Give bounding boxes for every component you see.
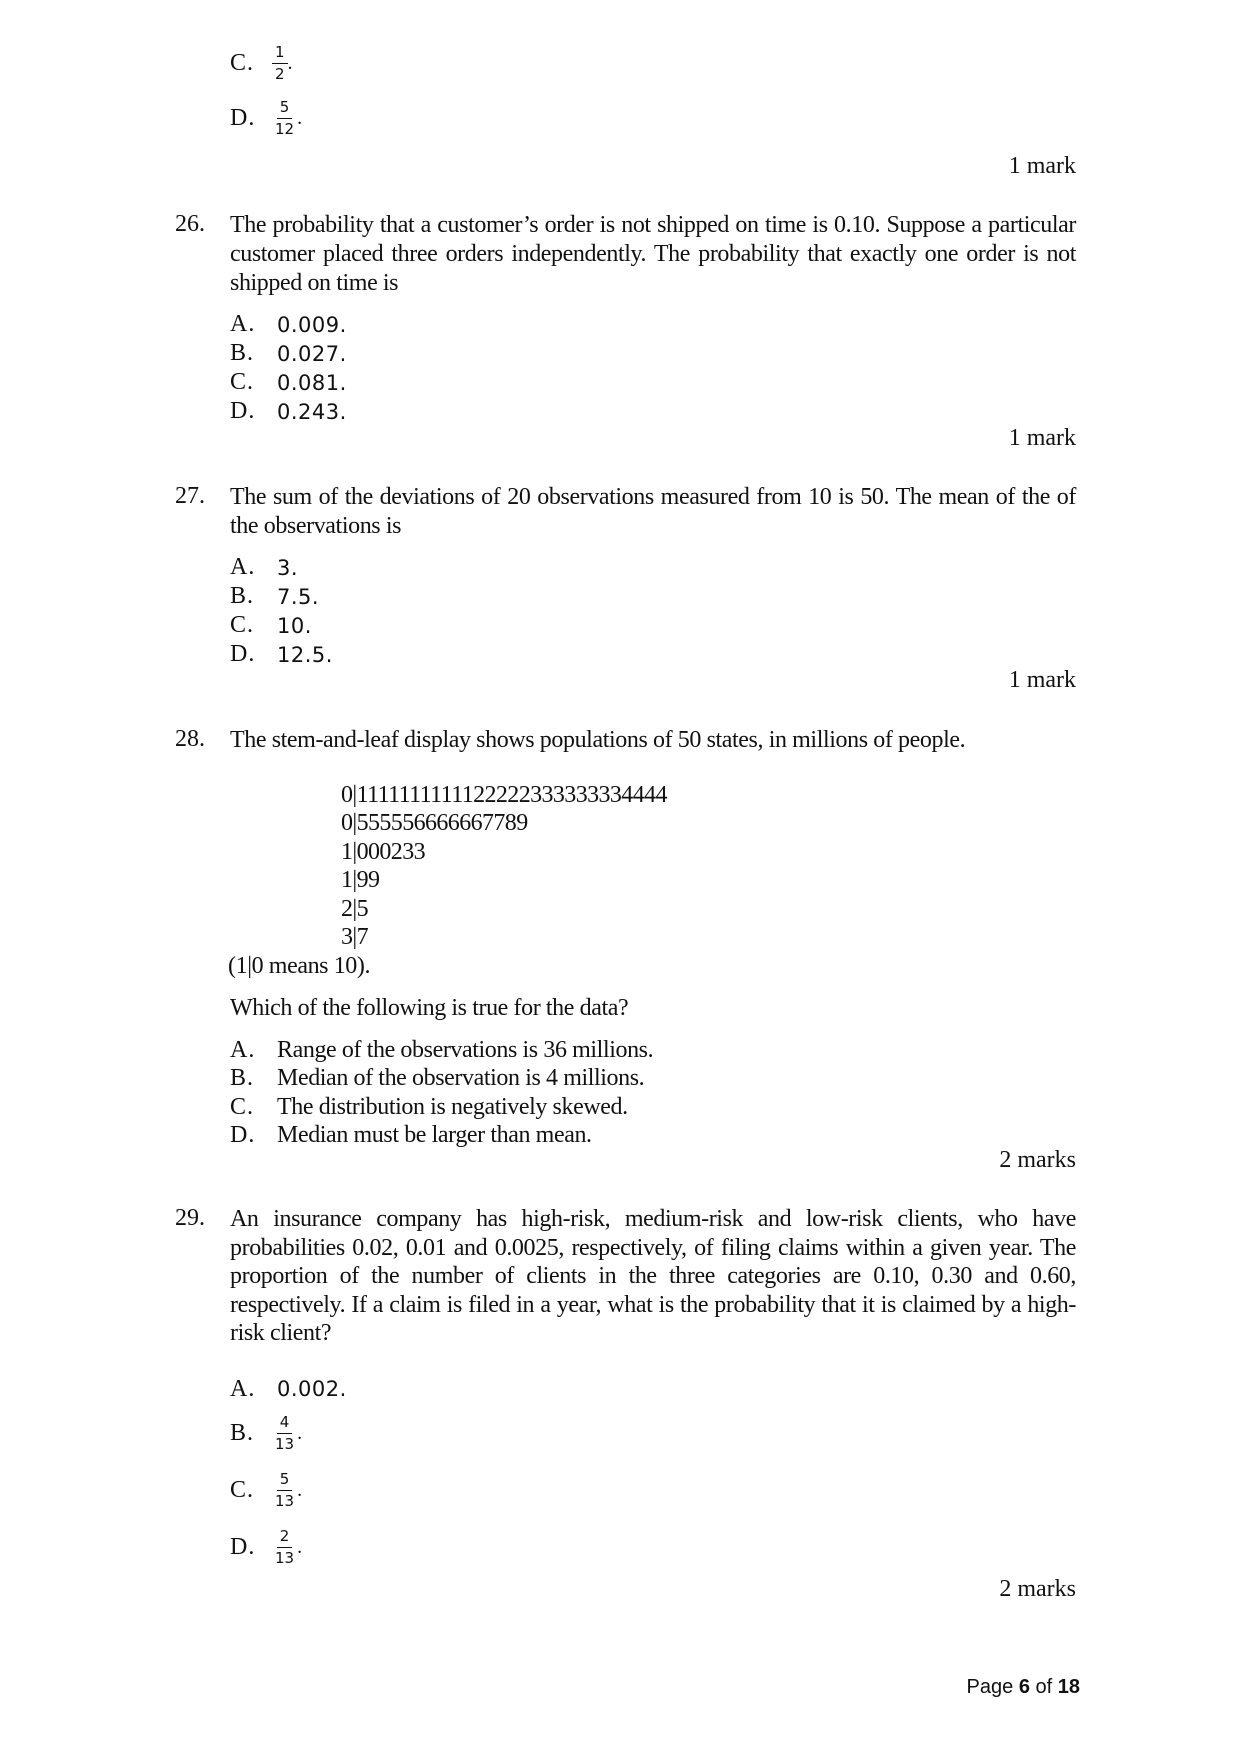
stem-leaf-row: 0|555556666667789 — [341, 810, 528, 837]
stem-leaf-row: 0|1111111111122222333333334444 — [341, 782, 667, 808]
question-text: The probability that a customer’s order is not shipped on time is 0.10. Suppose a particular customer placed three orders independently. The probability that exactly one order is not shipped on time is — [230, 212, 1076, 296]
page-label: Page — [966, 1676, 1014, 1698]
option-b: B. 0.027. — [230, 340, 347, 366]
option-c: C. The distribution is negatively skewed. — [230, 1093, 628, 1120]
marks-label: 2 marks — [999, 1576, 1076, 1602]
question-prompt: Which of the following is true for the data? — [230, 995, 629, 1021]
marks-label: 1 mark — [1008, 667, 1076, 693]
stem-leaf-key: (1|0 means 10). — [228, 953, 371, 979]
fraction: $\frac{5}{12}$ — [275, 97, 295, 138]
question-number: 26. — [175, 211, 205, 237]
q27-options — [230, 553, 333, 669]
stem-leaf-row: 2|5 — [341, 895, 369, 922]
q29-option-c: C. $\frac{5}{13}$ . — [230, 1469, 303, 1510]
option-c: C. 10. — [230, 612, 312, 638]
option-b: B. Median of the observation is 4 millions. — [230, 1065, 645, 1092]
option-d: D. 12.5. — [230, 641, 333, 667]
fraction: $\frac{2}{13}$ — [275, 1526, 295, 1567]
option-letter: C. — [230, 49, 255, 76]
option-d: D. 0.243. — [230, 398, 347, 424]
option-a: A. 3. — [230, 554, 299, 580]
option-d: D. Median must be larger than mean. — [230, 1122, 592, 1149]
q29-option-a: A. 0.002. — [230, 1375, 347, 1402]
option-letter: D. — [230, 104, 256, 131]
option-c: C. 0.081. — [230, 369, 347, 395]
question-text: The sum of the deviations of 20 observations measured from 10 is 50. The mean of the of the observations is — [230, 484, 1076, 539]
stem-and-leaf-display — [341, 781, 667, 951]
q29-option-d: D. $\frac{2}{13}$ . — [230, 1526, 303, 1567]
page-footer — [960, 1676, 1080, 1699]
option-a: A. Range of the observations is 36 millions. — [230, 1036, 654, 1063]
question-text: The stem-and-leaf display shows populations of 50 states, in millions of people. — [230, 727, 966, 753]
q25-option-c: C. $\frac{1}{2}$ . — [230, 42, 293, 83]
stem-leaf-row: 3|7 — [341, 924, 369, 951]
q29-option-b: B. $\frac{4}{13}$ . — [230, 1412, 303, 1453]
question-number: 29. — [175, 1205, 205, 1231]
option-b: B. 7.5. — [230, 583, 320, 609]
question-number: 28. — [175, 726, 205, 752]
stem-leaf-row: 1|99 — [341, 867, 380, 894]
option-a: A. 0.009. — [230, 311, 347, 337]
page-total: 18 — [1057, 1676, 1080, 1698]
fraction: $\frac{5}{13}$ — [275, 1469, 295, 1510]
question-text: An insurance company has high-risk, medium-risk and low-risk clients, who have probabilities 0.02, 0.01 and 0.0025, respectively, of filing claims within a given year. The proportion of the number of clients in the three categories are 0.10, 0.30 and 0.60, respectively. If a claim is filed in a year, what is the probability that it is claimed by a high-risk client? — [230, 1206, 1076, 1346]
page-number: 6 — [1018, 1676, 1030, 1698]
q28-options — [230, 1036, 653, 1150]
marks-label: 1 mark — [1008, 425, 1076, 451]
fraction: $\frac{4}{13}$ — [275, 1412, 295, 1453]
question-number: 27. — [175, 483, 205, 509]
stem-leaf-row: 1|000233 — [341, 838, 426, 865]
fraction: $\frac{1}{2}$ — [272, 44, 288, 83]
q26-options — [230, 310, 347, 426]
q25-option-d: D. $\frac{5}{12}$ . — [230, 97, 303, 138]
marks-label: 2 marks — [999, 1147, 1076, 1173]
of-label: of — [1035, 1676, 1053, 1698]
marks-label: 1 mark — [1008, 153, 1076, 179]
